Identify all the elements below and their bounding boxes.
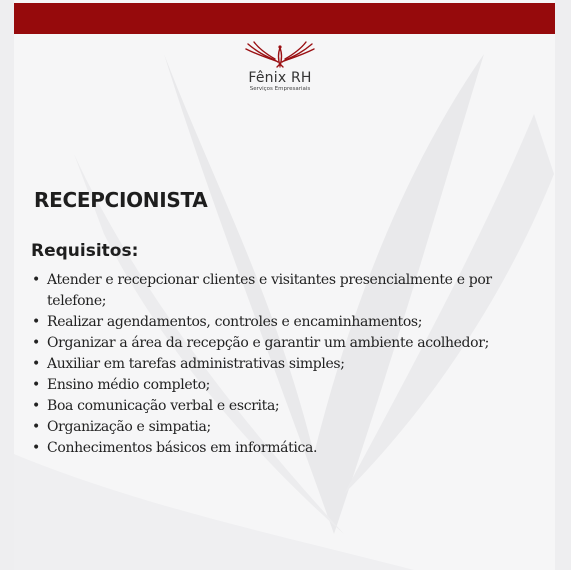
- top-bar: [14, 3, 555, 34]
- brand-tagline: Serviços Empresariais: [249, 86, 311, 92]
- requirements-heading: Requisitos:: [31, 241, 139, 261]
- requirement-item: • Organização e simpatia;: [31, 417, 531, 438]
- job-card: [14, 0, 555, 570]
- requirement-item: • Auxiliar em tarefas administrativas simples;: [31, 354, 531, 375]
- brand-logo: [235, 40, 325, 104]
- requirements-list: [31, 270, 531, 459]
- requirement-item: • Ensino médio completo;: [31, 375, 531, 396]
- requirement-item: • Atender e recepcionar clientes e visitantes presencialmente e por telefone;: [31, 270, 531, 312]
- brand-name: Fênix RH: [248, 70, 312, 86]
- requirement-item: • Boa comunicação verbal e escrita;: [31, 396, 531, 417]
- requirement-item: • Realizar agendamentos, controles e encaminhamentos;: [31, 312, 531, 333]
- phoenix-icon: [242, 40, 318, 68]
- requirement-item: • Conhecimentos básicos em informática.: [31, 438, 531, 459]
- requirement-item: • Organizar a área da recepção e garantir um ambiente acolhedor;: [31, 333, 531, 354]
- job-title: RECEPCIONISTA: [34, 188, 208, 212]
